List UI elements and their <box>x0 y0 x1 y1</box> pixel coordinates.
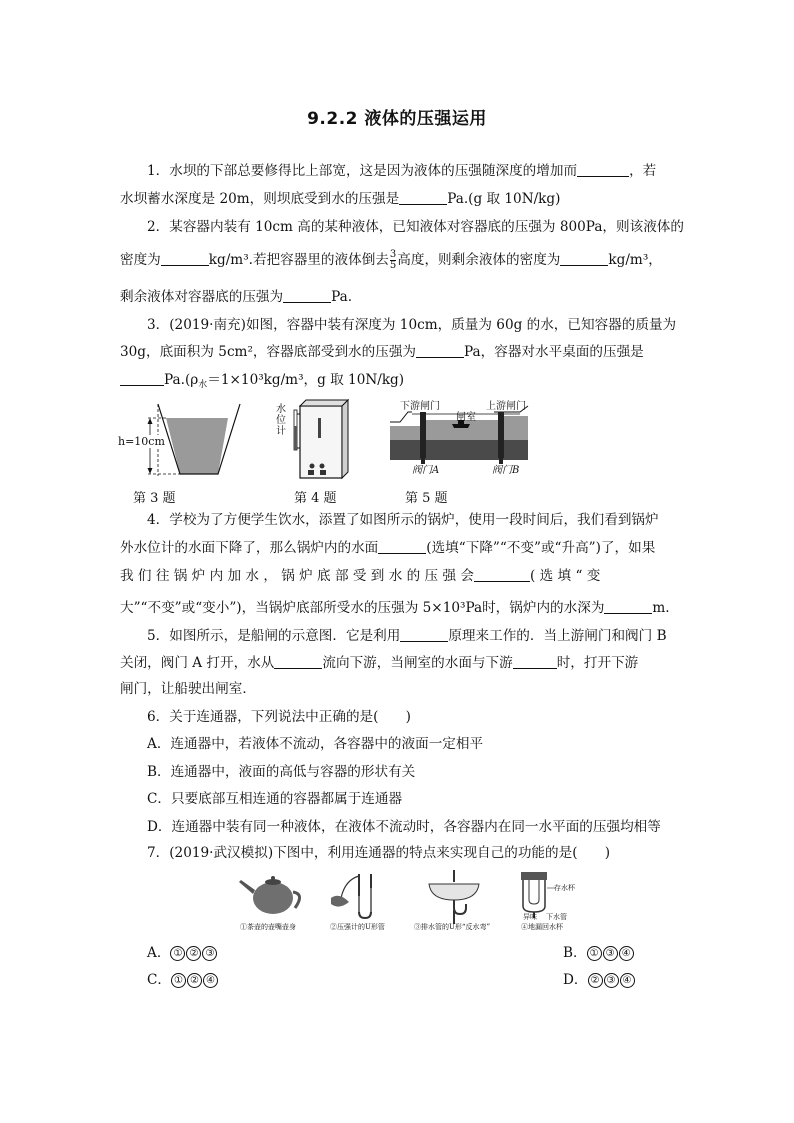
answer-blank[interactable] <box>274 654 322 669</box>
answer-blank[interactable] <box>161 251 209 266</box>
page-title: 9.2.2 液体的压强运用 <box>307 109 487 129</box>
answer-blank[interactable] <box>400 627 448 642</box>
q6-option-b[interactable]: B．连通器中，液面的高低与容器的形状有关 <box>147 764 416 780</box>
q4-line1: 4．学校为了方便学生饮水，添置了如图所示的锅炉，使用一段时间后，我们看到锅炉 <box>147 512 659 528</box>
figure-5-upstream-gate: 上游闸门 <box>486 401 526 412</box>
q6-option-d[interactable]: D．连通器中装有同一种液体，在液体不流动时，各容器内在同一水平面的压强均相等 <box>147 819 661 835</box>
figure-5-chamber: 闸室 <box>456 412 476 423</box>
q1-line2: 水坝蓄水深度是 20m，则坝底受到水的压强是 Pa.(g 取 10N/kg) <box>120 191 561 207</box>
q3-line2: 30g，底面积为 5cm²，容器底部受到水的压强为 Pa，容器对水平桌面的压强是 <box>120 344 644 360</box>
figure-5-downstream-gate: 下游闸门 <box>400 401 440 412</box>
answer-blank[interactable] <box>283 288 331 303</box>
figure-3-label: h=10cm <box>118 435 165 448</box>
q6-option-c[interactable]: C．只要底部互相连通的容器都属于连通器 <box>147 791 403 807</box>
q7-pic2-caption: ②压强计的U形管 <box>330 923 385 931</box>
answer-blank[interactable] <box>577 162 629 177</box>
q1-line1: 1．水坝的下部总要修得比上部宽，这是因为液体的压强随深度的增加而 ，若 <box>147 163 657 179</box>
q7-pic4-label-pipe: 下水管 <box>546 913 567 921</box>
figure-5-valve-a: 阀门A <box>412 465 440 476</box>
q7-option-d[interactable]: D． ② ③ ④ <box>563 968 636 988</box>
figure-5-caption: 第 5 题 <box>405 491 448 506</box>
answer-blank[interactable] <box>378 539 426 554</box>
q4-line3: 我 们 往 锅 炉 内 加 水 ， 锅 炉 底 部 受 到 水 的 压 强 会 ( 选 填 “ 变 <box>120 568 601 584</box>
answer-blank[interactable] <box>120 371 164 386</box>
answer-blank[interactable] <box>604 599 652 614</box>
q5-line2: 关闭，阀门 A 打开，水从 流向下游，当闸室的水面与下游 时，打开下游 <box>120 655 639 671</box>
figure-4-label: 水位计 <box>276 404 286 437</box>
q3-line1: 3．(2019·南充)如图，容器中装有深度为 10cm，质量为 60g 的水，已知容器的质量为 <box>147 317 677 333</box>
q7-pic3-caption: ③排水管的U形“反水弯” <box>414 923 491 931</box>
q2-line3: 剩余液体对容器底的压强为 Pa. <box>120 289 353 305</box>
q7-pic4-caption: ④地漏回水杯 <box>521 923 563 931</box>
q2-line1: 2．某容器内装有 10cm 高的某种液体，已知液体对容器底的压强为 800Pa，则该液体的 <box>147 219 684 235</box>
fraction: $\frac{3}{5}$ <box>389 249 397 271</box>
q5-line1: 5．如图所示，是船闸的示意图．它是利用 原理来工作的．当上游闸门和阀门 B <box>147 628 667 644</box>
q6-option-a[interactable]: A．连通器中，若液体不流动，各容器中的液面一定相平 <box>147 736 484 752</box>
figure-4-caption: 第 4 题 <box>294 491 337 506</box>
figure-5-valve-b: 阀门B <box>492 465 520 476</box>
answer-blank[interactable] <box>474 567 530 582</box>
q2-line2: 密度为 kg/m³.若把容器里的液体倒去 $\frac{3}{5}$ 高度，则剩余液体的密度为 kg/m³， <box>120 249 662 271</box>
q7-pic1-caption: ①茶壶的壶嘴壶身 <box>240 923 296 931</box>
q7-option-b[interactable]: B． ① ③ ④ <box>563 941 635 961</box>
q3-line3: $Pa.(\rho_水=1\times 10^3kg/m^3$，g 取 10N/kg) <box>120 370 680 395</box>
q7-option-a[interactable]: A． ① ② ③ <box>147 941 218 961</box>
q7-pic4-label-store: 存水杯 <box>554 884 575 892</box>
q7-pic4-label-odor: 异味 <box>523 913 537 921</box>
figure-3-caption: 第 3 题 <box>133 491 176 506</box>
answer-blank[interactable] <box>513 654 557 669</box>
answer-blank[interactable] <box>560 251 608 266</box>
q4-line2: 外水位计的水面下降了，那么锅炉内的水面 (选填“下降”“不变”或“升高”)了，如果 <box>120 540 656 556</box>
q7-option-c[interactable]: C． ① ② ④ <box>147 968 219 988</box>
q7-stem: 7．(2019·武汉模拟)下图中，利用连通器的特点来实现自己的功能的是( ) <box>147 845 610 861</box>
answer-blank[interactable] <box>399 190 447 205</box>
q4-line4: 大”“不变”或“变小”)，当锅炉底部所受水的压强为 5×10³Pa时，锅炉内的水深为 m. <box>120 600 670 616</box>
q5-line3: 闸门，让船驶出闸室． <box>120 681 256 697</box>
answer-blank[interactable] <box>416 343 464 358</box>
q6-stem: 6．关于连通器，下列说法中正确的是( ) <box>147 709 411 725</box>
